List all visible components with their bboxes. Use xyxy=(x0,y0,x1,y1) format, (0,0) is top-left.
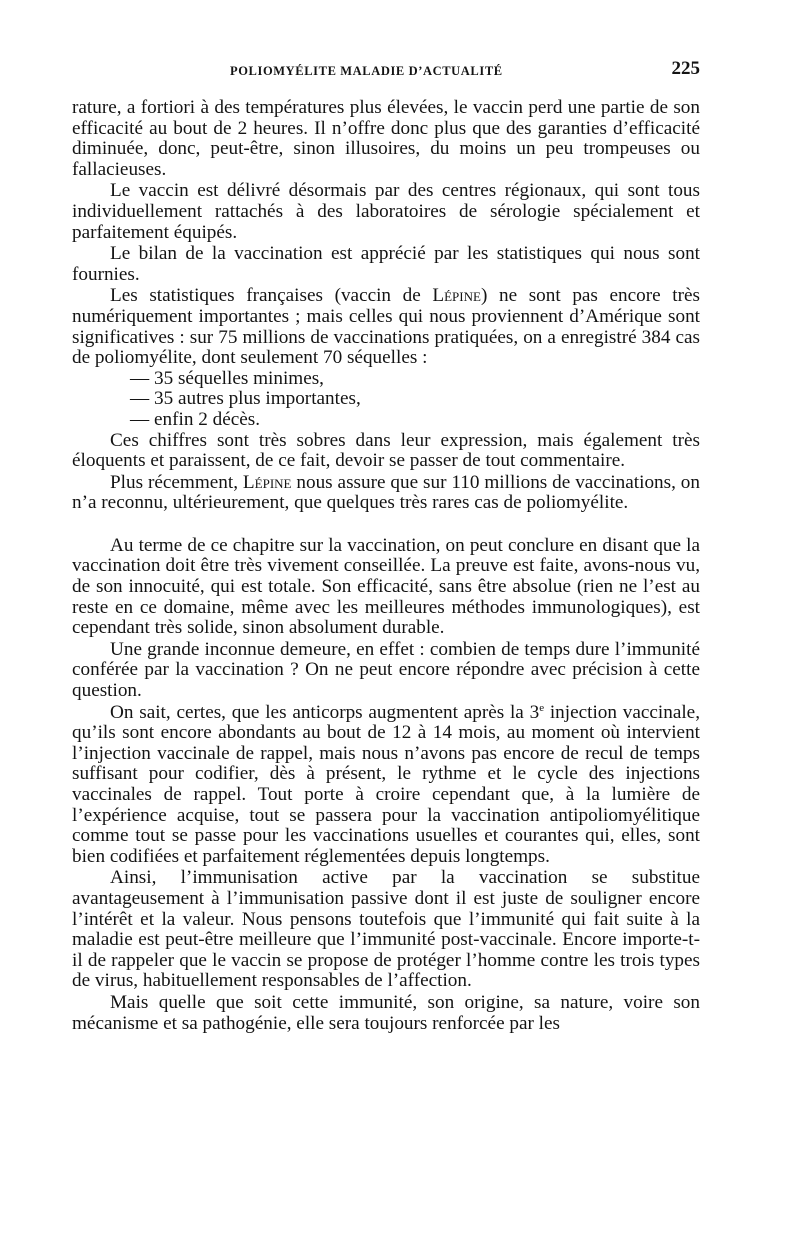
running-title: POLIOMYÉLITE MALADIE D’ACTUALITÉ xyxy=(230,64,503,78)
list-item: — 35 autres plus importantes, xyxy=(130,388,361,410)
text-run: ) ne sont pas encore très numériquement importantes ; mais celles qui nous proviennent d’Amérique sont significatives : sur 75 millions de vaccinations pratiquées, on a enregistré 384 cas de poliomyélite, dont seulement 70 séquelles : xyxy=(72,285,700,369)
text-run: Les statistiques françaises (vaccin de xyxy=(110,285,433,307)
text-run: Plus récemment, xyxy=(110,471,243,493)
author-name: Lépine xyxy=(242,471,292,493)
paragraph: rature, a fortiori à des températures plus élevées, le vaccin perd une partie de son efficacité au bout de 2 heures. Il n’offre donc plus que des garanties d’efficacité diminuée, donc, peut-être, sinon illusoires, du moins un peu trompeuses ou fallacieuses. xyxy=(72,97,700,180)
paragraph: Le vaccin est délivré désormais par des centres régionaux, qui sont tous individuellement rattachés à des laboratoires de sérologie spécialement et parfaitement équipés. xyxy=(72,180,700,243)
author-name: Lépine xyxy=(432,285,481,307)
section-gap xyxy=(72,514,700,536)
page-number: 225 xyxy=(671,58,700,79)
superscript: e xyxy=(539,701,545,714)
paragraph: Ainsi, l’immunisation active par la vaccination se substitue avantageusement à l’immunisation passive dont il est juste de souligner encore l’intérêt et la valeur. Nous pensons toutefois que l’immunité qui fait suite à la maladie est peut-être meilleure que l’immunité post-vaccinale. Encore importe-t-il de rappeler que le vaccin se propose de protéger l’homme contre les trois types de virus, habituellement responsables de l’affection. xyxy=(72,867,700,992)
paragraph: Une grande inconnue demeure, en effet : combien de temps dure l’immunité conférée par la vaccination ? On ne peut encore répondre avec précision à cette question. xyxy=(72,638,700,702)
body-text xyxy=(72,98,700,1034)
paragraph: Au terme de ce chapitre sur la vaccination, on peut conclure en disant que la vaccination doit être très vivement conseillée. La preuve est faite, avons-nous vu, de son innocuité, qui est totale. Son efficacité, sans être absolue (rien ne l’est au reste en ce domaine, même avec les meilleures méthodes immunologiques), est cependant très solide, sinon absolument durable. xyxy=(72,534,700,639)
paragraph: Le bilan de la vaccination est apprécié par les statistiques qui nous sont fournies. xyxy=(72,243,700,285)
paragraph: Mais quelle que soit cette immunité, son origine, sa nature, voire son mécanisme et sa pathogénie, elle sera toujours renforcée par les xyxy=(72,991,700,1034)
page-header xyxy=(72,58,700,84)
sequelae-list xyxy=(72,369,700,431)
list-item: — 35 séquelles minimes, xyxy=(130,367,324,389)
text-run: On sait, certes, que les anticorps augmentent après la 3 xyxy=(110,701,540,723)
paragraph: Ces chiffres sont très sobres dans leur expression, mais également très éloquents et paraissent, de ce fait, devoir se passer de tout commentaire. xyxy=(72,429,700,472)
paragraph xyxy=(72,286,700,368)
list-item: — enfin 2 décès. xyxy=(130,408,261,430)
text-run: nous assure que sur 110 millions de vaccinations, on n’a reconnu, ultérieurement, que quelques très rares cas de poliomyélite. xyxy=(72,471,700,514)
paragraph xyxy=(72,703,700,868)
text-run: injection vaccinale, qu’ils sont encore abondants au bout de 12 à 14 mois, au moment où intervient l’injection vaccinale de rappel, mais nous n’avons pas encore de recul de temps suffisant pour codifier, dès à présent, le rythme et le cycle des injections vaccinales de rappel. Tout porte à croire cependant que, à la lumière de l’expérience acquise, tout se passera pour la vaccination antipoliomyélitique comme tout se passe pour les vaccinations usuelles et courantes qui, elles, sont bien codifiées et parfaitement réglementées depuis longtemps. xyxy=(72,701,700,867)
paragraph xyxy=(72,473,700,514)
